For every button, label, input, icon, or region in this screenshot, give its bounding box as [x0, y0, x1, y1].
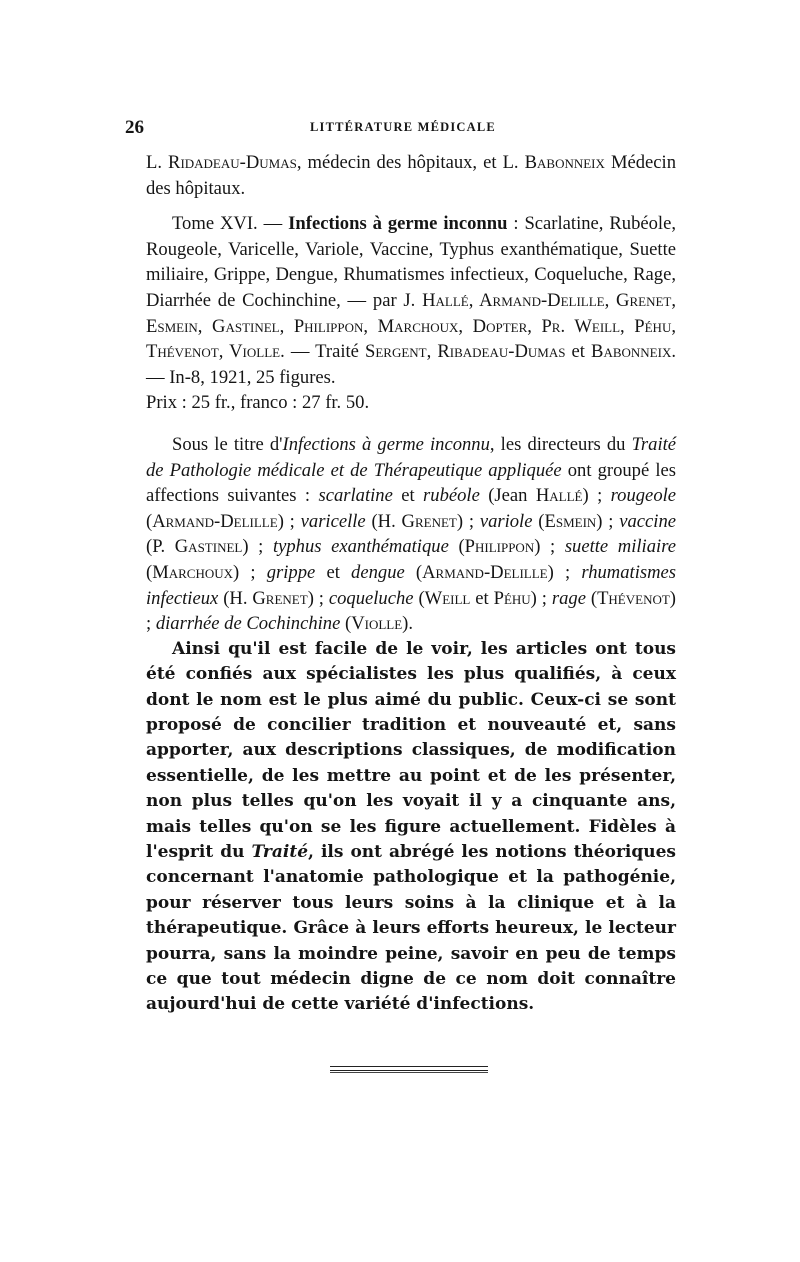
disease-list: : Scarlatine, Rubéole, Rougeole, Varicelle, Variole, Vaccine, Typhus exanthématique, Suette miliaire, Grippe, Dengue, Rhumatismes infectieux, Coqueluche, Rage, Diarrhée de Cochinchine, — par J.	[146, 213, 676, 311]
editor-2-role: Médecin des hôpitaux.	[146, 152, 676, 199]
editor-1-role: , médecin des hôpitaux, et	[296, 152, 503, 173]
running-head: LITTÉRATURE MÉDICALE	[310, 120, 496, 134]
volume-title: Infections à germe inconnu	[288, 213, 508, 235]
traite-label: . — Traité	[280, 341, 366, 363]
section-rule	[330, 1066, 488, 1071]
editor-1: L. Ridadeau-Dumas	[146, 152, 297, 173]
tome-label: Tome XVI. —	[172, 213, 289, 235]
volume-entry	[146, 211, 676, 416]
and-word: et	[565, 341, 592, 363]
page-body	[146, 150, 676, 1018]
review-p2-italic: Traité	[251, 841, 309, 862]
review-p2-start: Ainsi qu'il est facile de le voir, les articles ont tous été confiés aux spécialistes les plus qualifiés, à ceux dont le nom est le plus aimé du public. Ceux-ci se sont proposé de concilier tradition et nouveauté et, sans apporter, aux descriptions classiques, de modification essentielle, de les mettre au point et de les présenter, non plus telles qu'on les voyait il y a cinquante ans, mais telles qu'on se les figure actuellement. Fidèles à l'esprit du	[146, 638, 676, 862]
directors: Sergent, Ribadeau-Dumas	[365, 341, 566, 363]
page-number: 26	[125, 117, 144, 138]
review-p2-end: , ils ont abrégé les notions théoriques concernant l'anatomie pathologique et la pathogénie, pour réserver tous leurs soins à la clinique et à la thérapeutique. Grâce à leurs efforts heureux, le lecteur pourra, sans la moindre peine, savoir en peu de temps ce que tout médecin digne de ce nom doit connaître aujourd'hui de cette variété d'infections.	[146, 841, 676, 1015]
editors-line	[146, 150, 676, 201]
contributors: Hallé, Armand-Delille, Grenet, Esmein, Gastinel, Philippon, Marchoux, Dopter, Pr. Weill, Péhu, Thévenot, Violle	[146, 289, 676, 363]
director-babonneix: Babonneix	[591, 341, 672, 363]
review-paragraph-1: Sous le titre d'Infections à germe inconnu, les directeurs du Traité de Pathologie médicale et de Thérapeutique appliquée ont groupé les affections suivantes : scarlatine et rubéole (Jean Hallé) ; rougeole (Armand-Delille) ; varicelle (H. Grenet) ; variole (Esmein) ; vaccine (P. Gastinel) ; typhus exanthématique (Philippon) ; suette miliaire (Marchoux) ; grippe et dengue (Armand-Delille) ; rhumatismes infectieux (H. Grenet) ; coqueluche (Weill et Péhu) ; rage (Thévenot) ; diarrhée de Cochinchine (Violle).	[146, 433, 677, 635]
review-paragraph-2	[146, 637, 676, 1018]
format-info: . — In-8, 1921, 25 figures.	[146, 341, 676, 388]
price-info: Prix : 25 fr., franco : 27 fr. 50.	[146, 392, 370, 414]
editor-2: L. Babonneix	[502, 152, 605, 173]
